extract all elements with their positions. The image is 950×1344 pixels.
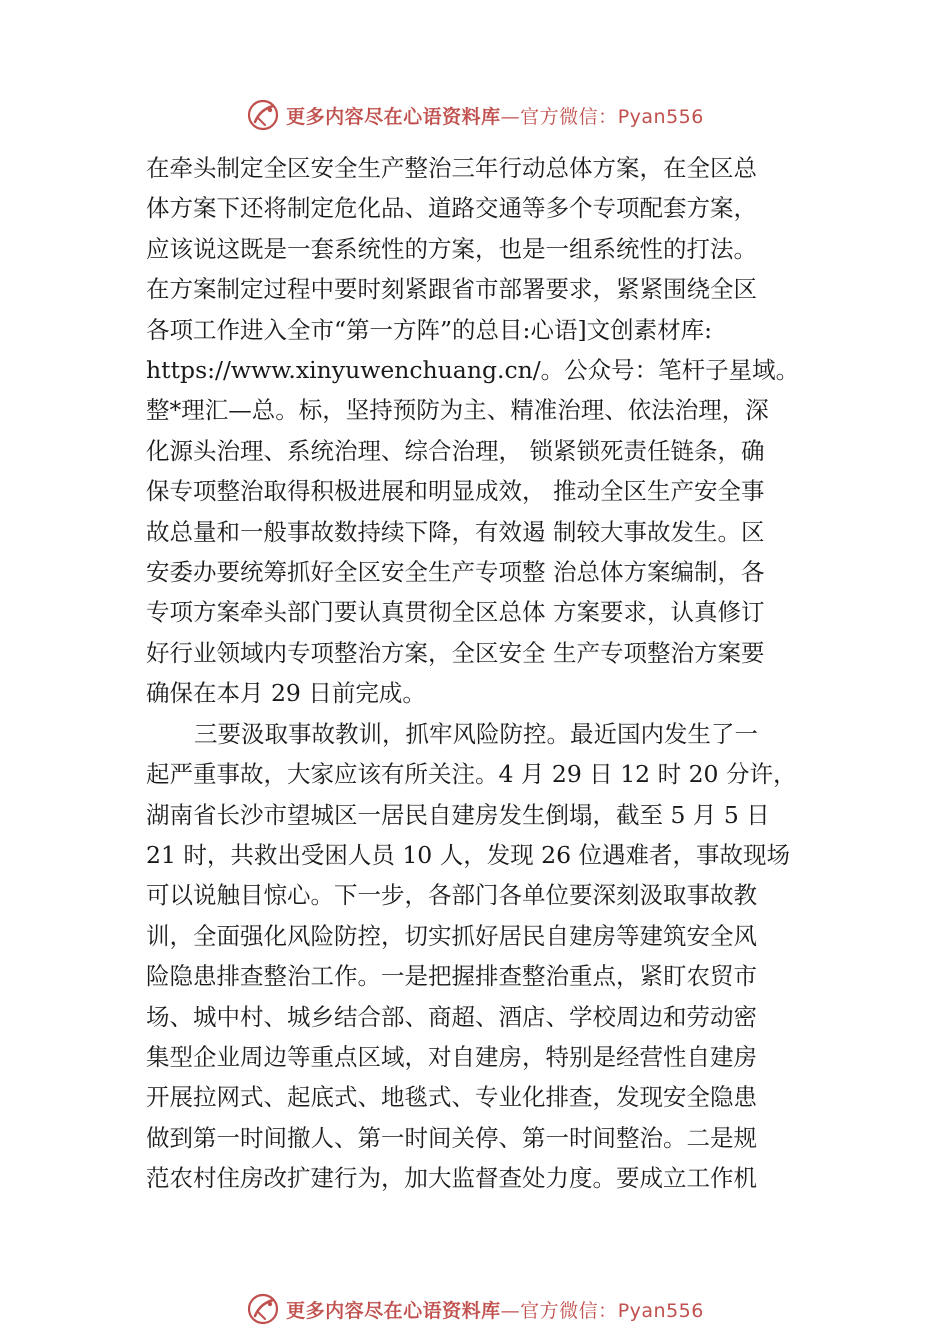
text-line: 安委办要统筹抓好全区安全生产专项整 治总体方案编制，各 bbox=[146, 558, 765, 587]
text-line: 集型企业周边等重点区域，对自建房，特别是经营性自建房 bbox=[146, 1042, 757, 1071]
header-banner bbox=[0, 95, 950, 135]
footer-banner bbox=[0, 1289, 950, 1329]
header-brand: 更多内容尽在心语资料库 bbox=[286, 105, 501, 128]
text-line: 21 时，共救出受困人员 10 人，发现 26 位遇难者，事故现场 bbox=[146, 840, 791, 869]
text-line: 三要汲取事故教训，抓牢风险防控。最近国内发生了一 bbox=[194, 719, 758, 748]
text-line: 体方案下还将制定危化品、道路交通等多个专项配套方案， bbox=[146, 194, 757, 223]
text-line: 可以说触目惊心。下一步，各部门各单位要深刻汲取事故教 bbox=[146, 881, 757, 910]
text-line: 场、城中村、城乡结合部、商超、酒店、学校周边和劳动密 bbox=[146, 1002, 757, 1031]
footer-official: 官方微信： bbox=[520, 1299, 618, 1322]
header-wechat: Pyan556 bbox=[617, 105, 704, 128]
document-body bbox=[146, 148, 826, 1199]
footer-text bbox=[286, 1296, 704, 1323]
brand-logo-icon bbox=[246, 98, 280, 132]
paragraph-1 bbox=[146, 148, 826, 714]
header-dash: — bbox=[500, 105, 521, 128]
text-line: 好行业领域内专项整治方案，全区安全 生产专项整治方案要 bbox=[146, 638, 765, 667]
footer-wechat: Pyan556 bbox=[617, 1299, 704, 1322]
footer-dash: — bbox=[500, 1299, 521, 1322]
text-line: 险隐患排查整治工作。一是把握排查整治重点，紧盯农贸市 bbox=[146, 962, 757, 991]
text-line: 确保在本月 29 日前完成。 bbox=[146, 679, 426, 708]
brand-logo-icon bbox=[246, 1292, 280, 1326]
text-line: 起严重事故，大家应该有所关注。4 月 29 日 12 时 20 分许， bbox=[146, 760, 797, 789]
text-line: 应该说这既是一套系统性的方案，也是一组系统性的打法。 bbox=[146, 234, 757, 263]
text-line: 保专项整治取得积极进展和明显成效， 推动全区生产安全事 bbox=[146, 477, 765, 506]
text-line: 专项方案牵头部门要认真贯彻全区总体 方案要求，认真修订 bbox=[146, 598, 765, 627]
text-line: 在方案制定过程中要时刻紧跟省市部署要求，紧紧围绕全区 bbox=[146, 275, 757, 304]
text-line: 开展拉网式、起底式、地毯式、专业化排查，发现安全隐患 bbox=[146, 1083, 757, 1112]
text-line: 训，全面强化风险防控，切实抓好居民自建房等建筑安全风 bbox=[146, 921, 757, 950]
text-line: 做到第一时间撤人、第一时间关停、第一时间整治。二是规 bbox=[146, 1123, 757, 1152]
text-line: 化源头治理、系统治理、综合治理， 锁紧锁死责任链条，确 bbox=[146, 436, 765, 465]
text-line: 范农村住房改扩建行为，加大监督查处力度。要成立工作机 bbox=[146, 1164, 757, 1193]
footer-brand: 更多内容尽在心语资料库 bbox=[286, 1299, 501, 1322]
text-line: 在牵头制定全区安全生产整治三年行动总体方案，在全区总 bbox=[146, 154, 757, 182]
text-line: 整*理汇—总。标，坚持预防为主、精准治理、依法治理，深 bbox=[146, 396, 769, 425]
header-text bbox=[286, 102, 704, 129]
header-official: 官方微信： bbox=[520, 105, 618, 128]
text-line: 湖南省长沙市望城区一居民自建房发生倒塌，截至 5 月 5 日 bbox=[146, 800, 770, 829]
paragraph-2 bbox=[146, 714, 826, 1199]
text-line: 故总量和一般事故数持续下降，有效遏 制较大事故发生。区 bbox=[146, 517, 765, 546]
url-line: https://www.xinyuwenchuang.cn/。公众号：笔杆子星域。 bbox=[146, 356, 800, 385]
text-line: 各项工作进入全市“第一方阵”的总目:心语]文创素材库: bbox=[146, 315, 713, 344]
